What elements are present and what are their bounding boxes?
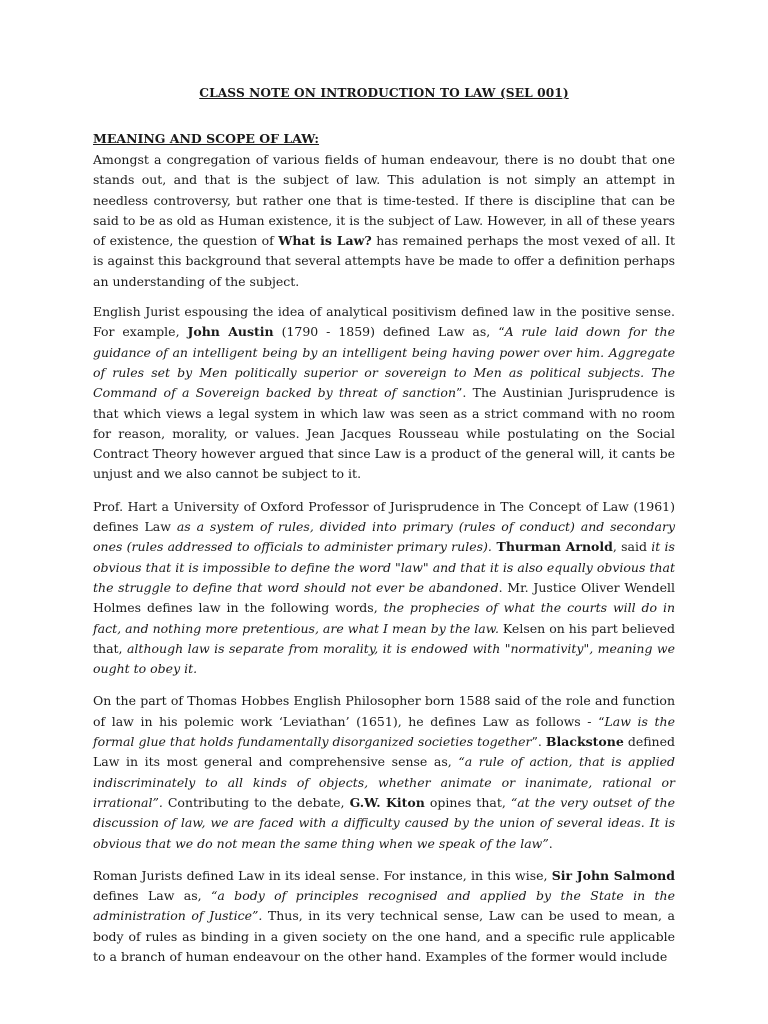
document-page [93,86,675,979]
paragraph-1: Amongst a congregation of various fields of human endeavour, there is no doubt that one stands out, and that is the subject of law. This adulation is not simply an attempt in needless controversy, but rather one that is time-tested. If there is discipline that can be said to be as old as Human existence, it is the subject of Law. However, in all of these years of existence, the question of What is Law? has remained perhaps the most vexed of all. It is against this background that several attempts have be made to offer a definition perhaps an understanding of the subject. [93,152,676,289]
document-title: CLASS NOTE ON INTRODUCTION TO LAW (SEL 001) [199,86,569,100]
paragraph-3: Prof. Hart a University of Oxford Professor of Jurisprudence in The Concept of Law (1961) defines Law as a system of rules, divided into primary (rules of conduct) and secondary ones (rules addressed to officials to administer primary rules). Thurman Arnold, said it is obvious that it is impossible to define the word "law" and that it is also equally obvious that the struggle to define that word should not ever be abandoned. Mr. Justice Oliver Wendell Holmes defines law in the following words, the prophecies of what the courts will do in fact, and nothing more pretentious, are what I mean by the law. Kelsen on his part believed that, although law is separate from morality, it is endowed with "normativity", meaning we ought to obey it. [93,498,676,677]
paragraph-4: On the part of Thomas Hobbes English Philosopher born 1588 said of the role and function of law in his polemic work ‘Leviathan’ (1651), he defines Law as follows - “Law is the formal glue that holds fundamentally disorganized societies together”. Blackstone defined Law in its most general and comprehensive sense as, “a rule of action, that is applied indiscriminately to all kinds of objects, whether animate or inanimate, rational or irrational”. Contributing to the debate, G.W. Kiton opines that, “at the very outset of the discussion of law, we are faced with a difficulty caused by the union of several ideas. It is obvious that we do not mean the same thing when we speak of the law”. [93,693,675,851]
paragraph-5: Roman Jurists defined Law in its ideal sense. For instance, in this wise, Sir John Salmond defines Law as, “a body of principles recognised and applied by the State in the administration of Justice”. Thus, in its very technical sense, Law can be used to mean, a body of rules as binding in a given society on the one hand, and a specific rule applicable to a branch of human endeavour on the other hand. Examples of the former would include [93,867,675,964]
section-heading: MEANING AND SCOPE OF LAW: [93,131,320,146]
paragraph-2: English Jurist espousing the idea of analytical positivism defined law in the positive sense. For example, John Austin (1790 - 1859) defined Law as, “A rule laid down for the guidance of an intelligent being by an intelligent being having power over him. Aggregate of rules set by Men politically superior or sovereign to Men as political subjects. The Command of a Sovereign backed by threat of sanction”. The Austinian Jurisprudence is that which views a legal system in which law was seen as a strict command with no room for reason, morality, or values. Jean Jacques Rousseau while postulating on the Social Contract Theory however argued that since Law is a product of the general will, it cants be unjust and we also cannot be subject to it. [93,304,675,482]
